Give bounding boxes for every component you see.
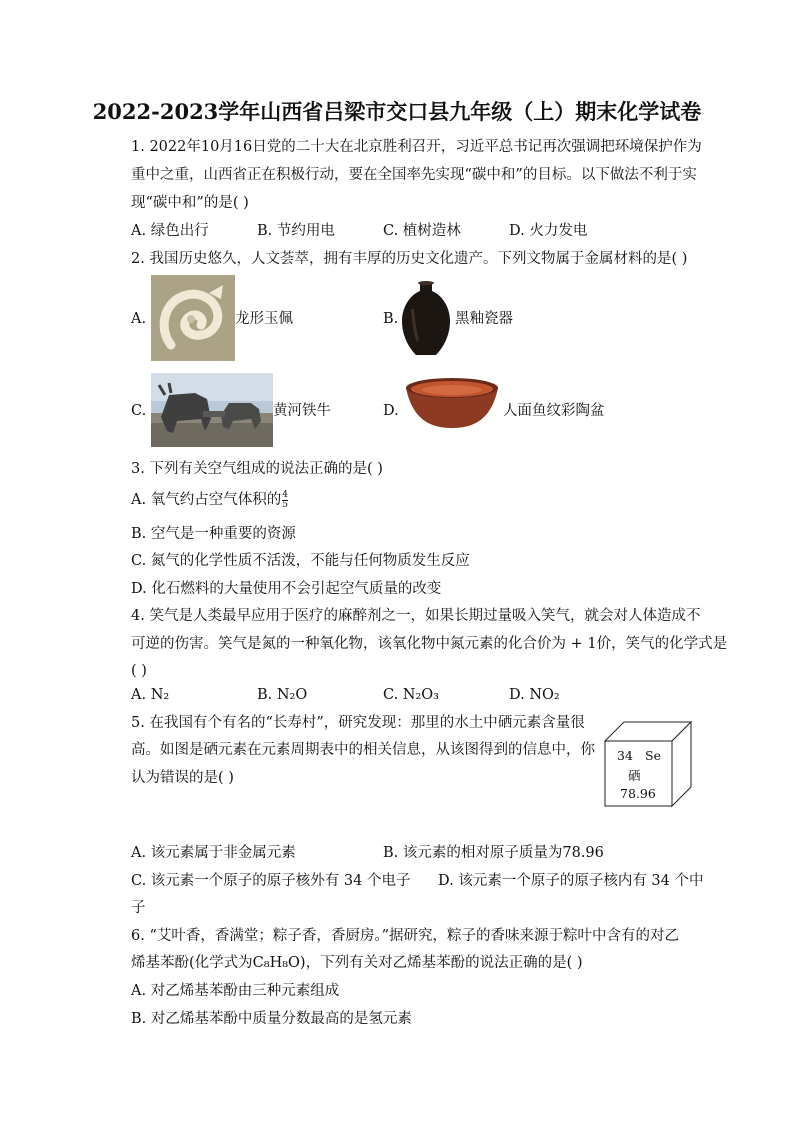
element-symbol: Se: [645, 748, 661, 763]
black-glaze-porcelain-image: [398, 279, 454, 357]
q2-option-c-letter: C.: [131, 403, 147, 419]
q4-line-2: 可逆的伤害。笑气是氮的一种氧化物，该氧化物中氮元素的化合价为 + 1价，笑气的化学式是: [131, 636, 728, 652]
q5-option-b: B. 该元素的相对原子质量为78.96: [383, 845, 604, 861]
q2-option-a-label: 龙形玉佩: [235, 311, 293, 327]
q1-option-b: B. 节约用电: [257, 223, 335, 239]
q3-option-b: B. 空气是一种重要的资源: [131, 526, 296, 542]
q5-option-d-line-2: 子: [131, 900, 146, 916]
q2-line-1: 2. 我国历史悠久，人文荟萃，拥有丰厚的历史文化遗产。下列文物属于金属材料的是( ): [131, 251, 688, 267]
q3-option-c: C. 氮气的化学性质不活泼，不能与任何物质发生反应: [131, 553, 470, 569]
q4-option-c: C. N₂O₃: [383, 687, 439, 703]
q6-line-1: 6. “艾叶香，香满堂；粽子香，香厨房。”据研究，粽子的香味来源于粽叶中含有的对乙: [131, 928, 680, 944]
yellow-river-iron-ox-image: [151, 373, 273, 447]
q5-line-3: 认为错误的是( ): [131, 770, 234, 786]
q1-line-2: 重中之重，山西省正在积极行动，要在全国率先实现“碳中和”的目标。以下做法不利于实: [131, 167, 697, 183]
element-atomic-mass: 78.96: [620, 786, 656, 801]
q1-line-1: 1. 2022年10月16日党的二十大在北京胜利召开，习近平总书记再次强调把环境保护作为: [131, 139, 702, 155]
q4-line-3: ( ): [131, 663, 147, 679]
element-card-selenium: [604, 721, 692, 809]
q6-line-2: 烯基苯酚(化学式为C₈H₈O)，下列有关对乙烯基苯酚的说法正确的是( ): [131, 955, 583, 971]
q3-option-a: [131, 490, 288, 510]
q3-option-a-text: A. 氧气约占空气体积的: [131, 492, 282, 508]
q4-option-d: D. NO₂: [509, 687, 560, 703]
q6-option-b: B. 对乙烯基苯酚中质量分数最高的是氢元素: [131, 1011, 412, 1027]
q5-line-1: 5. 在我国有个有名的“长寿村”，研究发现：那里的水土中硒元素含量很: [131, 715, 585, 731]
q3-option-d: D. 化石燃料的大量使用不会引起空气质量的改变: [131, 581, 442, 597]
q1-option-d: D. 火力发电: [509, 223, 588, 239]
q2-option-d-letter: D.: [383, 403, 399, 419]
page-title: 2022-2023学年山西省吕梁市交口县九年级（上）期末化学试卷: [92, 99, 702, 124]
q5-option-d-line-1: D. 该元素一个原子的原子核内有 34 个中: [438, 873, 704, 889]
q4-option-a: A. N₂: [131, 687, 170, 703]
q3-line-1: 3. 下列有关空气组成的说法正确的是( ): [131, 461, 383, 477]
element-atomic-number: 34: [617, 748, 633, 763]
q2-option-c-label: 黄河铁牛: [273, 403, 331, 419]
q1-option-c: C. 植树造林: [383, 223, 461, 239]
fraction-denominator: 5: [282, 499, 288, 510]
q5-option-a: A. 该元素属于非金属元素: [131, 845, 296, 861]
fraction-numerator: 4: [282, 489, 288, 500]
q4-option-b: B. N₂O: [257, 687, 308, 703]
element-name: 硒: [628, 768, 641, 783]
q2-option-d-label: 人面鱼纹彩陶盆: [503, 403, 605, 419]
q2-option-a-letter: A.: [131, 311, 147, 327]
q2-option-b-letter: B.: [383, 311, 399, 327]
q2-option-b-label: 黑釉瓷器: [455, 311, 513, 327]
q1-line-3: 现“碳中和”的是( ): [131, 195, 249, 211]
fraction: [282, 491, 288, 510]
q5-line-2: 高。如图是硒元素在元素周期表中的相关信息，从该图得到的信息中，你: [131, 742, 595, 758]
q4-line-1: 4. 笑气是人类最早应用于医疗的麻醉剂之一，如果长期过量吸入笑气，就会对人体造成不: [131, 608, 701, 624]
jade-dragon-pendant-image: [151, 275, 235, 361]
q1-option-a: A. 绿色出行: [131, 223, 209, 239]
q6-option-a: A. 对乙烯基苯酚由三种元素组成: [131, 983, 340, 999]
q5-option-c: C. 该元素一个原子的原子核外有 34 个电子: [131, 873, 411, 889]
painted-pottery-basin-image: [403, 376, 501, 430]
